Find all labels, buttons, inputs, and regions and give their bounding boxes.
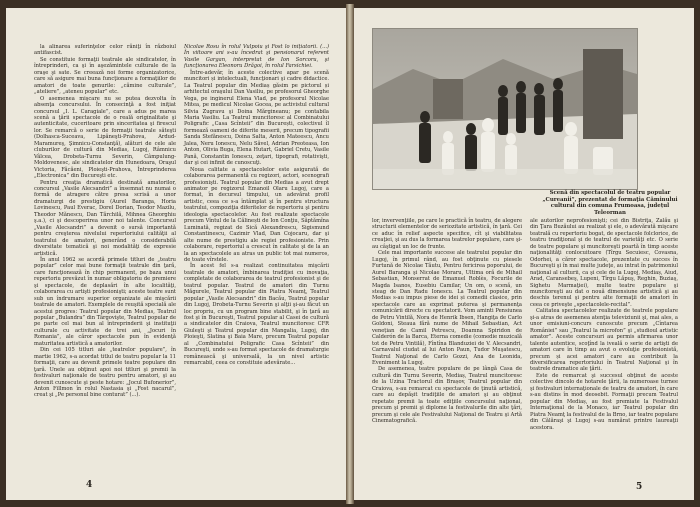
paragraph: Între-adevăr, în aceste colective apar pe scenă muncitori și intelectuali, funcţionari şi cadre didactice. La Teatrul popular din Mediaș găsim pe pictorul și arhitectul oraşului Dan Vasiliu, pe profesorul Gheorghe Vega, pe inginerul Elena Vlad, pe profesorul Nicolae Mitea, pe medicul Nicolae Gocea, pe activistul cultural Silvia Zugravu şi Doina Mărgineanu; pe contabila Maria Vasiliu. La Teatrul muncitoresc al Combinatului Poligrafic „Casa Scînteii” din București, colectivul îl formează oameni de diferite meserii, precum tipografii Sanda Stefănescu, Doina Salta, Anton Mateescu, Ancu Jalea, Neru Ionescu, Nelu Săvel, Adrian Preoteasa, Ion Anton, Olivia Buga, Elena Hutart, Gabriel Cretu, Vasile Pană, Constantin Ionescu, zeţari, tipografi, rotativişti, dar şi cei infinit de cunoscuţi.: [184, 69, 329, 167]
paragraph: Se constituie formaţii teatrale ale sindicatelor, în întreprinderi, ca şi în aşezămintele culturale de la oraşe şi sate. Se creează noi forme organizatorice, care să asigure mai buna funcţionare a formaţiilor de amatori de toate genurile: „cămine culturale”, „ateliere”, „ateneu popular” etc.: [34, 56, 176, 96]
paragraph: Este de remarcat şi succesul obţinut de aceste colective dincolo de hotarele ţării, la numeroase turnee şi festivaluri internaţionale de teatru de amatori, în care s-au distins în mod deosebit. Formaţii precum Teatrul popular din Mediaș, au fost premiate la Festivalul Internaţional de la Monaco, iar Teatrul popular din Piatra Neamţ la festivalul de la Brno, iar teatre populare din Călăraşi şi Lugoj s-au numărat printre laureaţii acestora.: [530, 372, 678, 431]
book-gutter: [346, 4, 354, 504]
paragraph: Din cei 105 titluri ale „teatrelor populare”, în martie 1962, s-a acordat titlul de teatru popular la 11 formaţii, care au devenit primele teatre populare din ţară. Unele au obţinut apoi noi titluri şi premii la festivaluri naţionale de teatru pentru amatori, şi au devenit cunoscute şi peste hotare: „Jocul Bufonerior”, Anton Fillmon în rolul Nastasia şi „Fost nacarul”, creat şi „Pe personul bine conturat” (...).: [34, 347, 176, 399]
paragraph: În anul 1962 se acordă primele titluri de „teatru popular” celor mai bune formaţii teatrale din ţară, care funcţionează în chip permanent, pe baza unui repertoriu prevăzut în numar obligatoriu de premiere şi spectacole, de deplasări în alte localităţi, colaborarea cu artişti profesionişti; aceste teatre sunt sub un îndrumare superior organizate ale mişcării teatrale de amatori. Exemplele de reuşită specială ale acestui progres: Teatrul popular din Medias, Teatrul popular „Bulandra” din Târgovişte, Teatrul popular de pe parte cel mai bun al întreprinderii şi instituţii culturale cu activitate de trei ani, „Jocuri în Romania”, ale căror spectacole pun în evidenţă maturitatea artistică a amatorilor.: [34, 256, 176, 347]
paragraph: Noua calitate a spectacolelor este asigurată de colaborarea permanentă cu regizori, actori, scenografi profesionişti. Teatrul popular din Medias a avut drept animator pe regizorul Emanoil Olaru Lugoj, care a format, în decursul timpului, un adevărat profil artistic, ceea ce s-a întâmplat şi în pentru structura teatrului, compoziţia diferitelor de repertoriu şi pentru ideologia spectacolelor. Au fost realizate spectacole precum Vîntul de la Călinești de Ion Conţiu, Săptămîna Luminată, regizat de Sică Alexandrescu, Sigismund Constantinescu, Cazimir Vlad, Dan Cojocaru, dar şi alte nume de prestigiu ale regiei profesioniste. Prin colaborare, repertoriul a crescut în calitate şi de la an la an spectacolele au atras un public tot mai numeros, de toate vîrstele.: [184, 166, 329, 263]
left-page: [6, 8, 347, 500]
paragraph: la alinarea suferinţelor celor răniţi în războiul antifascist.: [34, 44, 176, 57]
stage-photo: [372, 28, 638, 190]
page-number: 5: [636, 482, 643, 492]
paragraph: lor, invervenţiile, pe care le practică în teatru, de alegere structurii elementelor de seriozitate artistică, în ţară. Cei ce aduc în relief aspecte specifice, cît şi viabilitatea creaţiei, şi au dus la formarea teatrelor populare, care şi-au câştigat un loc de frunte.: [372, 218, 522, 250]
right-column-2: [530, 218, 678, 431]
right-page: [354, 8, 694, 500]
paragraph: În acest fel s-a realizat continuitatea mişcării teatrale de amatori, îmbinarea tradiţiei cu inovaţia, completate de colaborarea de teatrul profesionist şi de teatrul popular. Teatrul de amatori din Turnu Măgurele, Teatrul popular din Piatra Neamţ, Teatrul popular „Vasile Alecsandri” din Bacău, Teatrul popular din Lugoj, Drobeta-Turnu Severin şi alţii şi-au făcut un loc propriu, cu un program bine stabilit, şi în ţară au fost şi în Bucureşti, Teatrul popular al Casei de cultură a sindicatelor din Craiova, Teatrul muncitoresc CFR Giuleşti şi Teatrul popular din Mangalia, Lugoj, din Ploieşti, Slatina şi Baia Mare, precum Teatrul popular al „Combinatului Poligrafic Casa Scînteii” din Bucureşti, unde s-au format spectacole de dramaturgie românească şi universală, la un nivel artistic remarcabil, ceea ce constituie adevărate...: [184, 263, 329, 367]
paragraph: ale autorilor neprofesionişti; cei din Bistriţa, Zalău şi din Ţara Buzăului au realizat şi ele, o adevărată mişcare teatrală cu repertoriu bogat, de spectacole folclorice, de teatru tradiţional şi de teatrul de varietăţi etc. O serie de teatre populare şi muncitoreşti poartă în timp aceste naţionalităţi conlocuitoare (Tîrgu Secuiesc, Covasna, Odorhei, a căror spectacole, prezentate cu succes în Bucureşti şi în mai multe judeţe, au intrat în patrimoniul naţional al culturii, ca şi cele de la Lugoj, Mediaș, Aiud, Arad, Caransebeş, Lupeni, Tîrgu Lăpuş, Reghin, Buziaş, Sighetu Marmaţiei), multe teatre populare şi muncitoreşti au dat o nouă dimensiune artistică şi au deschis terenul şi pentru alte formaţii de amatori în ceea ce priveşte „spectacolele-recital”.: [530, 218, 678, 308]
photo-caption: Scenă din spectacolul de teatru popular „Cureanii”, prezentat de formaţia Căminului cultural din comuna Frumoasa, județul Teleorman: [542, 190, 678, 216]
paragraph: Pentru creaţia dramatică destinată amatorilor, concursul „Vasile Alecsandri” a însemnat nu numai o formă de atragere către presa scrisă a unor dramaturgi de prestigiu (Aurel Baranga, Horia Lovinescu, Paul Everac, Dorel Dorian, Teodor Mazilu, Theodor Mănescu, Dan Tărchilă, Mihnea Gheorghiu ş.a.), ci şi descoperirea unor noi talente. Concursul „Vasile Alecsandri” a devenit o sursă importantă pentru creşterea nivelului repertoriului calităţii al teatrului de amatori, generând o considerabilă diversitate tematică şi noi modalităţi de expresie artistică.: [34, 179, 176, 257]
paragraph: O asemenea mişcare nu se putea dezvolta în absenţa concursului. În consecinţă a fost iniţiat concursul „I. L. Caragiale”, care a adus pe marea scenă a ţării spectacole de o reală originalitate şi autenticitate, cuceritoare prin sinceritatea şi firescul lor. Se remarcă o serie de formaţii teatrale săteşti (Dolhasca-Suceava, Lipăneşti-Prahova, Ardud-Maramureş, Şimnicu-Constanţă), alături de cele ale cluburilor de cultură din Medias, Lugoj, Râmnicu Vâlcea, Drobeta-Turnu Severin, Câmpulung-Moldovenesc, ale sindicatelor din Hunedoara, Oraşul Victoria, Făcăeni, Ploieşti-Prahova, Întreprinderea „Electronica” din Bucureşti etc.: [34, 95, 176, 180]
paragraph: Calitatea spectacolelor realizate de teatrele populare şi-a atras de asemenea atenţia televiziunii şi, mai ales, a unor emisiuni-concurs cunoscute precum „Cîntarea României” sau „Teatrul la microfon” şi „studioul artistic amator”. Aceste concursuri au permis afirmarea unor talente autentice, scoţînd la iveală o serie de artişti de amatori care în timp au avut o evoluţie profesionistă, precum și acei amatori care au contribuit la diversificarea repertoriului în Teatrul Naţional şi în teatrele dramatice ale ţării.: [530, 308, 678, 373]
paragraph: Nicolae Rosu în rolul Vulpoiu şi Fost lo inițiatorii. (...) În viitoare ani s-au încedrat şi pensionarul referent Vasile Gargan, interpretat de Ion Sorcoru, şi funcţionarea Eleonoru Drăgoi, în rolul Farsichiei.: [184, 44, 329, 70]
page-number: 4: [86, 480, 93, 490]
right-column-1: [372, 218, 522, 425]
left-column-1: [34, 44, 176, 399]
paragraph: Cele mai importante succese ale teatrului popular din Lugoj, în primul rând, au fost obţinute cu piesele Furtună de Nicolae Tăutu, Pentru fericirea poporului, de Aurel Baranga şi Nicolae Moraru, Ultima oră de Mihail Sebastian, Monserrat de Emanuel Roblès, Focurile de Magda Isanos, Eusebiu Camilar, Un om, o scenă, un steag de Dan Radu Ionescu. La Teatrul popular din Medias s-au impus piese de idei și comedii clasice, prin spectacole care au exprimat puterea şi permanenţa comunicării directe cu spectatorii. Vom aminti Pensiunea de Petru Vintilă, Nora de Henrik Ibsen, Hangiţa de Carlo Goldoni, Steaua fără nume de Mihail Sebastian, Act venețian de Camil Petrescu, Doamna Spiridon de Calderón de la Barca, Eterna comedie (comedie muzicală tot de Petru Vintilă), Fîntîna Blanduziei de V. Alecsandri, Carnavalul ciudat al lui Anton Paun, Tudor Muşatescu, Teatrul Naţional de Carlo Gozzi, Ana de Leonida, Eveniment la Lugoj.: [372, 250, 522, 366]
paragraph: De asemenea, teatre populare de pe lângă Casa de cultură din Turnu Severin, Mediaș, Teatrul muncitoresc de la Uzina Tractorul din Brașov, Teatrul popular din Craiova, s-au remarcat cu spectacole de ţinută artistică, care au depăşit tradiţiile de amatori şi au obţinut repetate premii la toate ediţiile concursului naţional, precum şi premii şi diplome la festivalurile din alte ţări, precum şi cele ale Festivalului Naţional de Teatru şi Artă Cinematografică.: [372, 366, 522, 425]
stage-photo-illustration: [373, 29, 637, 189]
left-column-2: [184, 44, 329, 367]
